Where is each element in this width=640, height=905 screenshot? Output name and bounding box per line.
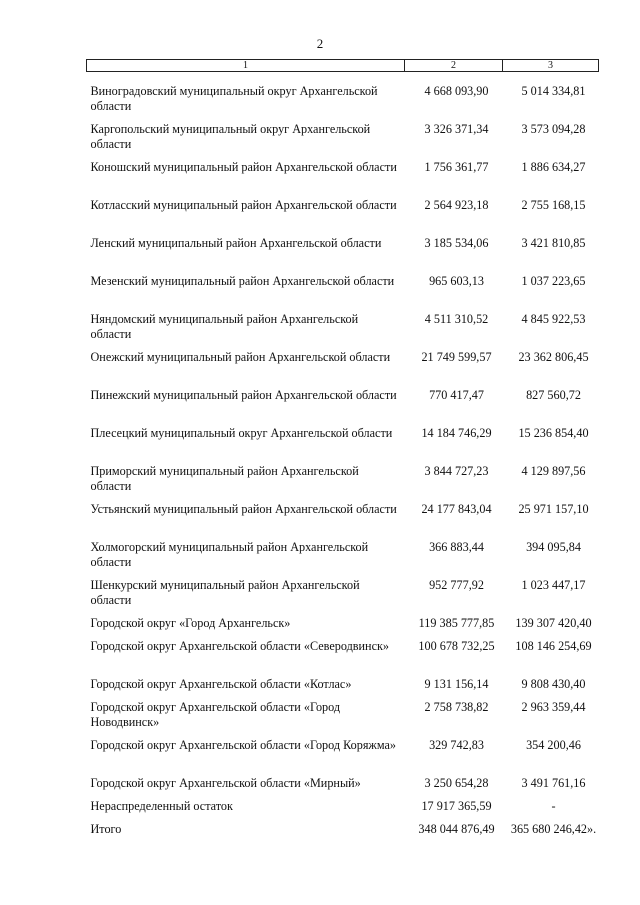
table-row	[87, 350, 599, 388]
row-value-col-2: 952 777,92	[429, 578, 484, 592]
row-value-col-2: 348 044 876,49	[418, 822, 495, 836]
table-row-total	[87, 822, 599, 845]
table-row	[87, 160, 599, 198]
row-value-col-3: 108 146 254,69	[515, 639, 592, 653]
row-name: Городской округ Архангельской области «Город Новодвинск»	[90, 700, 341, 729]
row-value-col-3: 354 200,46	[526, 738, 581, 752]
row-value-col-3: 139 307 420,40	[515, 616, 592, 630]
table-row	[87, 122, 599, 160]
row-name: Устьянский муниципальный район Архангельской области	[90, 502, 397, 516]
table-row	[87, 312, 599, 350]
row-value-col-3: 4 129 897,56	[521, 464, 586, 478]
row-name: Приморский муниципальный район Архангельской области	[90, 464, 359, 493]
table-row	[87, 578, 599, 616]
budget-table	[86, 59, 599, 845]
row-value-col-2: 24 177 843,04	[421, 502, 492, 516]
row-value-col-3: 25 971 157,10	[518, 502, 589, 516]
row-value-col-2: 3 250 654,28	[424, 776, 489, 790]
row-value-col-3: -	[551, 799, 556, 813]
row-name: Ленский муниципальный район Архангельской области	[90, 236, 382, 250]
table-row	[87, 236, 599, 274]
row-value-col-2: 770 417,47	[429, 388, 484, 402]
row-name: Мезенский муниципальный район Архангельской области	[90, 274, 395, 288]
row-value-col-2: 2 758 738,82	[424, 700, 489, 714]
row-name: Холмогорский муниципальный район Архангельской области	[90, 540, 369, 569]
row-value-col-3: 2 755 168,15	[521, 198, 586, 212]
row-value-col-2: 366 883,44	[429, 540, 484, 554]
row-value-col-2: 17 917 365,59	[421, 799, 492, 813]
row-value-col-3: 3 573 094,28	[521, 122, 586, 136]
row-value-col-3: 1 886 634,27	[521, 160, 586, 174]
table-row	[87, 540, 599, 578]
row-value-col-2: 329 742,83	[429, 738, 484, 752]
row-value-col-2: 3 844 727,23	[424, 464, 489, 478]
row-name: Городской округ Архангельской области «Северодвинск»	[90, 639, 390, 653]
row-name: Коношский муниципальный район Архангельской области	[90, 160, 397, 174]
row-value-col-2: 3 326 371,34	[424, 122, 489, 136]
table-row	[87, 738, 599, 776]
row-name: Городской округ Архангельской области «Мирный»	[90, 776, 361, 790]
row-value-col-2: 100 678 732,25	[418, 639, 495, 653]
row-value-col-2: 9 131 156,14	[424, 677, 489, 691]
row-value-col-2: 119 385 777,85	[418, 616, 495, 630]
row-name: Городской округ Архангельской области «Город Коряжма»	[90, 738, 396, 752]
table-row	[87, 677, 599, 700]
row-name: Итого	[90, 822, 122, 836]
row-value-col-2: 21 749 599,57	[421, 350, 492, 364]
row-name: Каргопольский муниципальный округ Архангельской области	[90, 122, 371, 151]
row-value-col-3: 1 037 223,65	[521, 274, 586, 288]
table-row	[87, 198, 599, 236]
row-value-col-3: 827 560,72	[526, 388, 581, 402]
row-value-col-3: 3 421 810,85	[521, 236, 586, 250]
row-value-col-3: 23 362 806,45	[518, 350, 589, 364]
row-value-col-2: 4 668 093,90	[424, 84, 489, 98]
row-name: Няндомский муниципальный район Архангельской области	[90, 312, 359, 341]
row-value-col-2: 14 184 746,29	[421, 426, 492, 440]
row-value-col-2: 2 564 923,18	[424, 198, 489, 212]
table-row	[87, 464, 599, 502]
row-value-col-2: 965 603,13	[429, 274, 484, 288]
row-value-col-3: 4 845 922,53	[521, 312, 586, 326]
row-name: Нераспределенный остаток	[90, 799, 233, 813]
table-header-row	[87, 60, 599, 72]
table-row	[87, 700, 599, 738]
row-name: Городской округ «Город Архангельск»	[90, 616, 291, 630]
row-name: Пинежский муниципальный район Архангельской области	[90, 388, 397, 402]
table-header	[87, 60, 599, 72]
row-value-col-3: 5 014 334,81	[521, 84, 586, 98]
row-name: Виноградовский муниципальный округ Архангельской области	[90, 84, 378, 113]
row-value-col-3: 9 808 430,40	[521, 677, 586, 691]
table-body	[87, 72, 599, 846]
row-value-col-2: 3 185 534,06	[424, 236, 489, 250]
table-row	[87, 72, 599, 123]
row-value-col-3: 3 491 761,16	[521, 776, 586, 790]
row-value-col-2: 1 756 361,77	[424, 160, 489, 174]
row-value-col-3: 1 023 447,17	[521, 578, 586, 592]
row-value-col-3: 15 236 854,40	[518, 426, 589, 440]
header-col-3: 3	[503, 60, 599, 72]
row-name: Городской округ Архангельской области «Котлас»	[90, 677, 352, 691]
table-row	[87, 426, 599, 464]
table-row	[87, 639, 599, 677]
row-value-col-3: 365 680 246,42».	[510, 822, 597, 836]
table-row	[87, 799, 599, 822]
table-row	[87, 776, 599, 799]
table-row	[87, 616, 599, 639]
row-name: Котласский муниципальный район Архангельской области	[90, 198, 397, 212]
table-row	[87, 274, 599, 312]
row-name: Онежский муниципальный район Архангельской области	[90, 350, 391, 364]
header-col-2: 2	[405, 60, 503, 72]
page-number: 2	[316, 36, 324, 51]
row-value-col-2: 4 511 310,52	[424, 312, 489, 326]
row-value-col-3: 394 095,84	[526, 540, 581, 554]
table-row	[87, 502, 599, 540]
row-name: Шенкурский муниципальный район Архангельской области	[90, 578, 360, 607]
header-col-1: 1	[87, 60, 405, 72]
row-value-col-3: 2 963 359,44	[521, 700, 586, 714]
table-row	[87, 388, 599, 426]
row-name: Плесецкий муниципальный округ Архангельской области	[90, 426, 393, 440]
